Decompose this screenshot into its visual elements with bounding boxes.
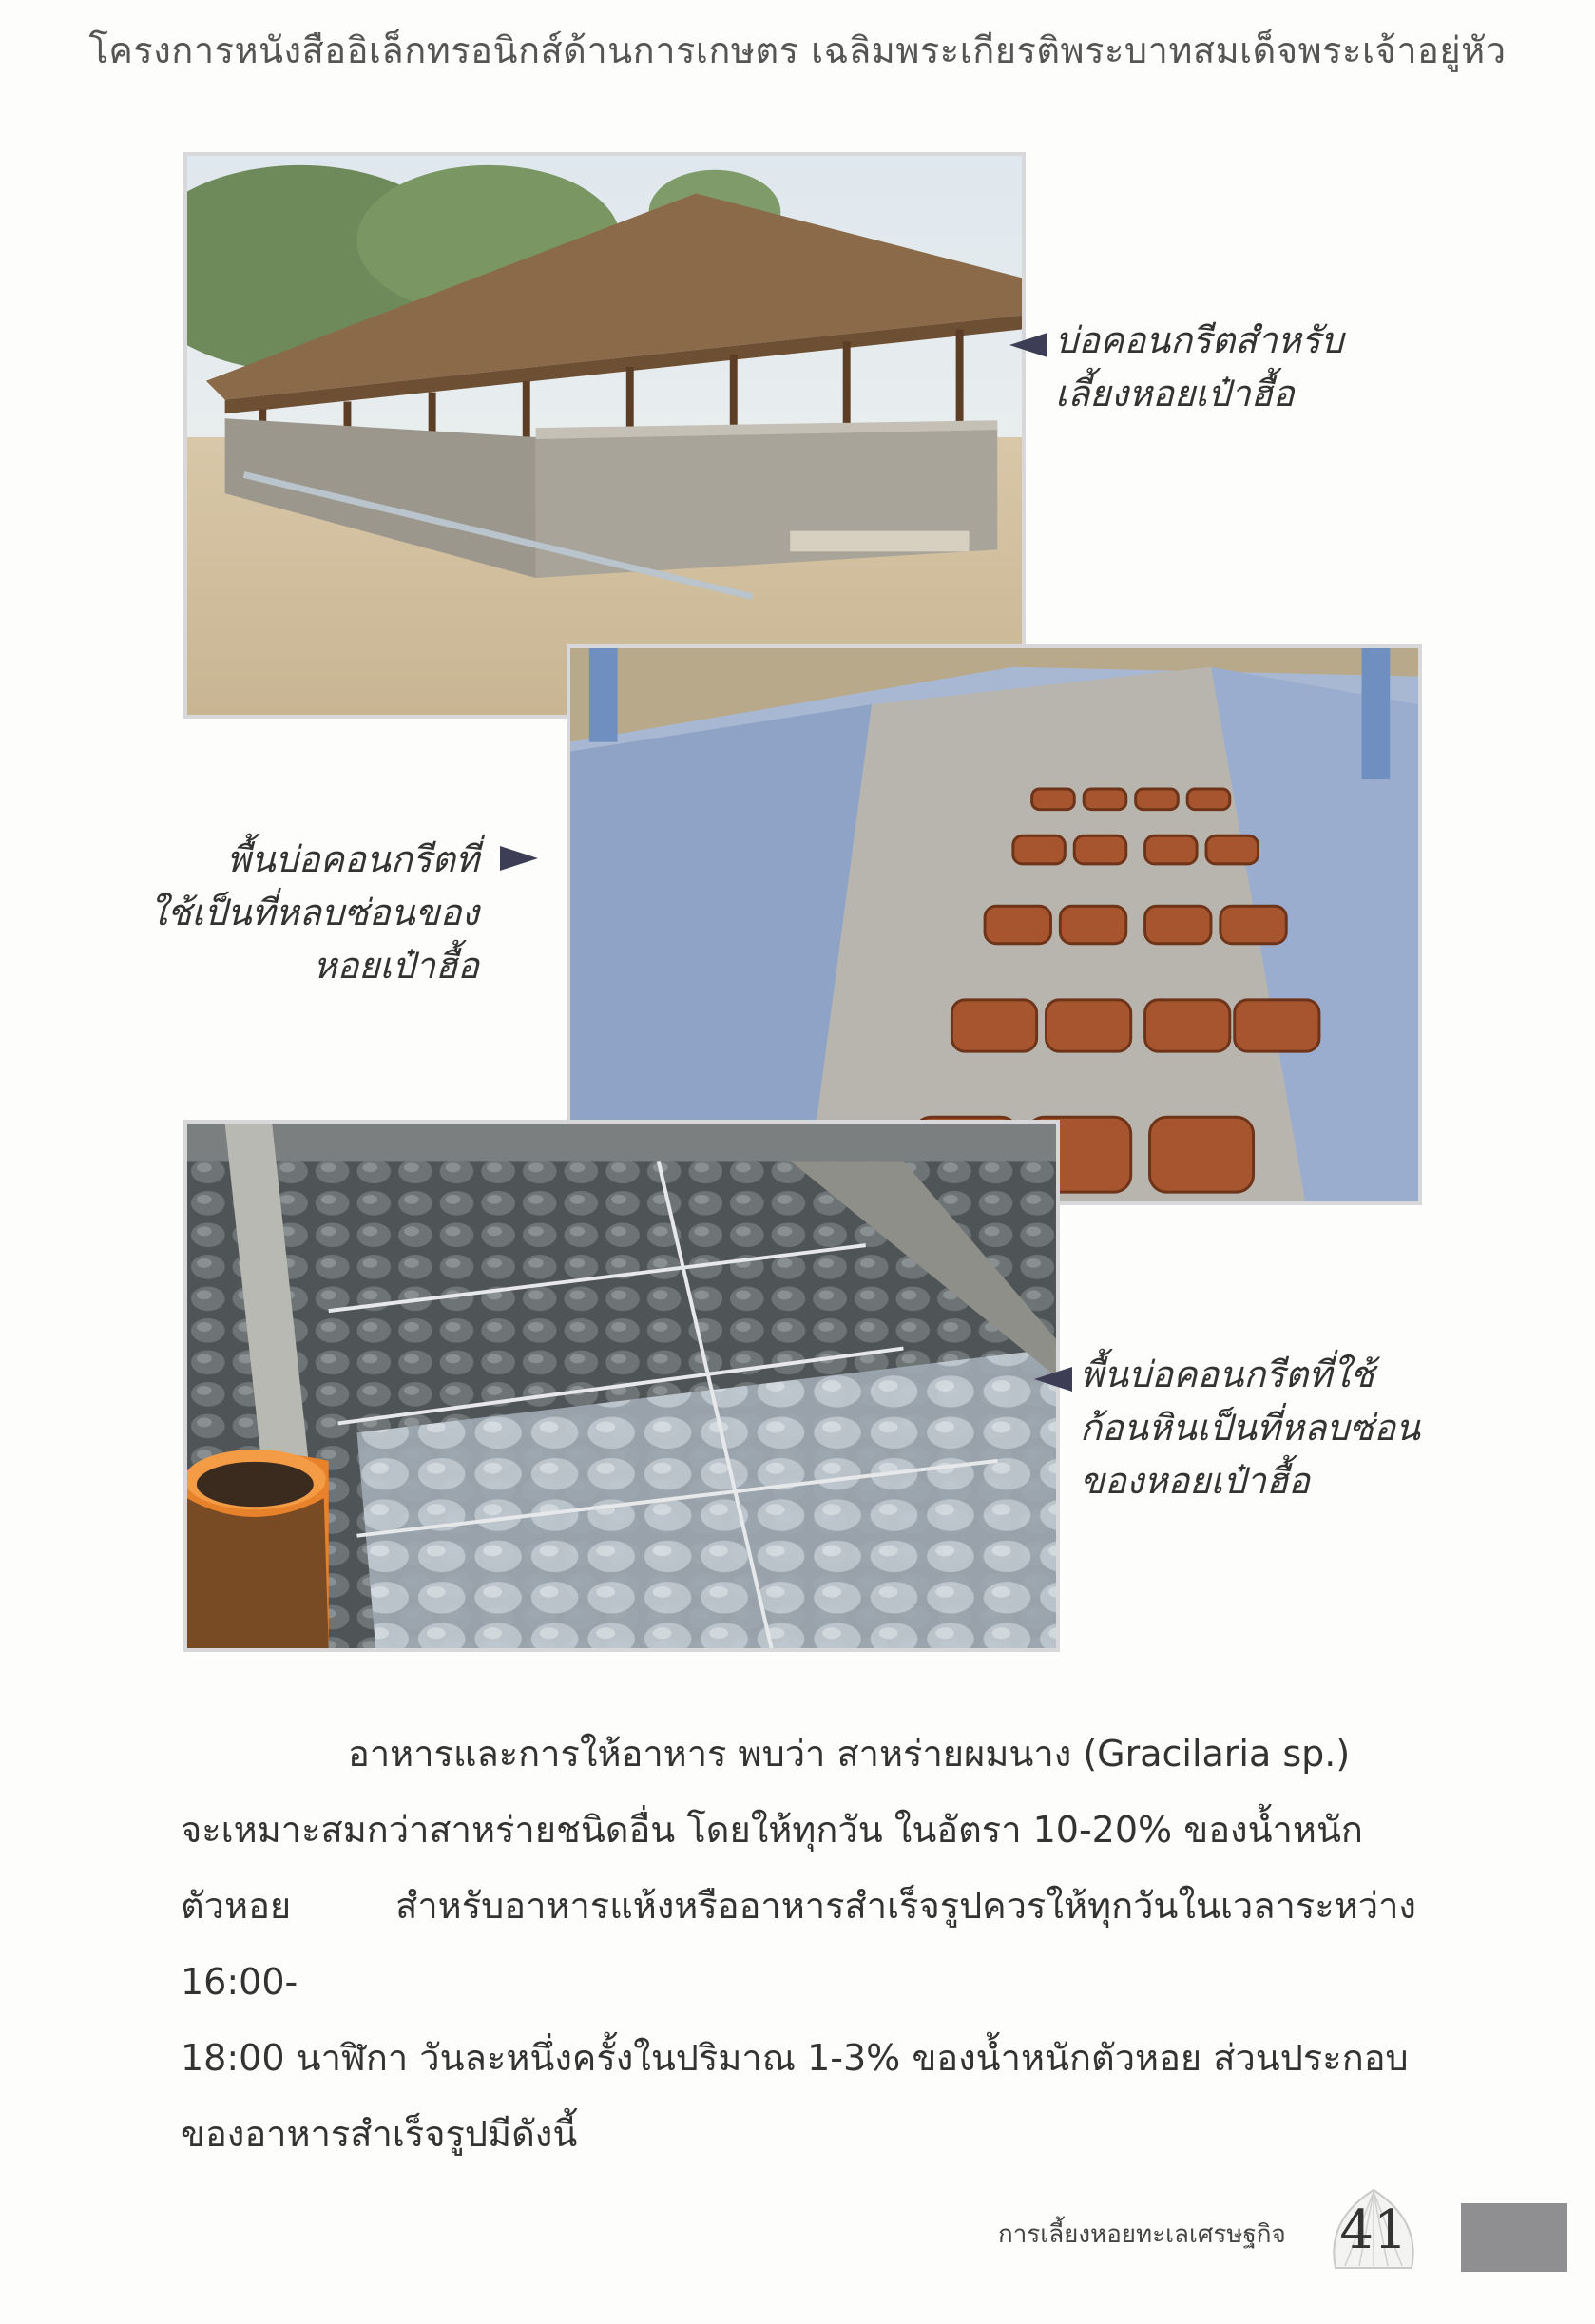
caption2-line2: ใช้เป็นที่หลบซ่อนของ: [149, 892, 479, 933]
caption3-arrow-icon: [1034, 1367, 1072, 1392]
caption2-line1: พื้นบ่อคอนกรีตที่: [226, 838, 479, 880]
body-line-5: ของอาหารสำเร็จรูปมีดังนี้: [181, 2113, 578, 2155]
page-number: 41: [1339, 2199, 1408, 2261]
caption-tank-floor-stones: [1080, 1348, 1420, 1508]
caption-tank-floor-tiles: [143, 833, 532, 992]
page-number-badge: [1316, 2182, 1431, 2277]
body-line-4: 18:00 นาฬิกา วันละหนึ่งครั้งในปริมาณ 1-3% ของน้ำหนักตัวหอย ส่วนประกอบ: [181, 2037, 1409, 2079]
footer-book-title: การเลี้ยงหอยทะเลเศรษฐกิจ: [998, 2220, 1286, 2249]
caption1-arrow-icon: [1009, 333, 1047, 357]
page-corner-block: [1461, 2203, 1567, 2272]
body-line-2: จะเหมาะสมกว่าสาหร่ายชนิดอื่น โดยให้ทุกวัน ในอัตรา 10-20% ของน้ำหนัก: [181, 1809, 1363, 1851]
caption-concrete-tank: [1055, 314, 1343, 420]
caption2-line3: หอยเป๋าฮื้อ: [313, 945, 479, 987]
page-header: โครงการหนังสืออิเล็กทรอนิกส์ด้านการเกษตร เฉลิมพระเกียรติพระบาทสมเด็จพระเจ้าอยู่หัว: [88, 29, 1507, 71]
body-line-1: อาหารและการให้อาหาร พบว่า สาหร่ายผมนาง (Gracilaria sp.): [348, 1733, 1351, 1775]
caption3-line3: ของหอยเป๋าฮื้อ: [1080, 1460, 1310, 1502]
caption1-line2: เลี้ยงหอยเป๋าฮื้อ: [1055, 373, 1295, 414]
caption1-line1: บ่อคอนกรีตสำหรับ: [1055, 319, 1344, 361]
photo-concrete-tank-building: [183, 152, 1026, 719]
caption3-line2: ก้อนหินเป็นที่หลบซ่อน: [1080, 1407, 1421, 1449]
body-paragraph: [181, 1716, 1416, 2172]
photo-tank-floor-stones: [183, 1120, 1060, 1652]
body-line-3: ตัวหอย สำหรับอาหารแห้งหรืออาหารสำเร็จรูปควรให้ทุกวันในเวลาระหว่าง 16:00-: [181, 1885, 1416, 2003]
caption3-line1: พื้นบ่อคอนกรีตที่ใช้: [1080, 1354, 1374, 1395]
